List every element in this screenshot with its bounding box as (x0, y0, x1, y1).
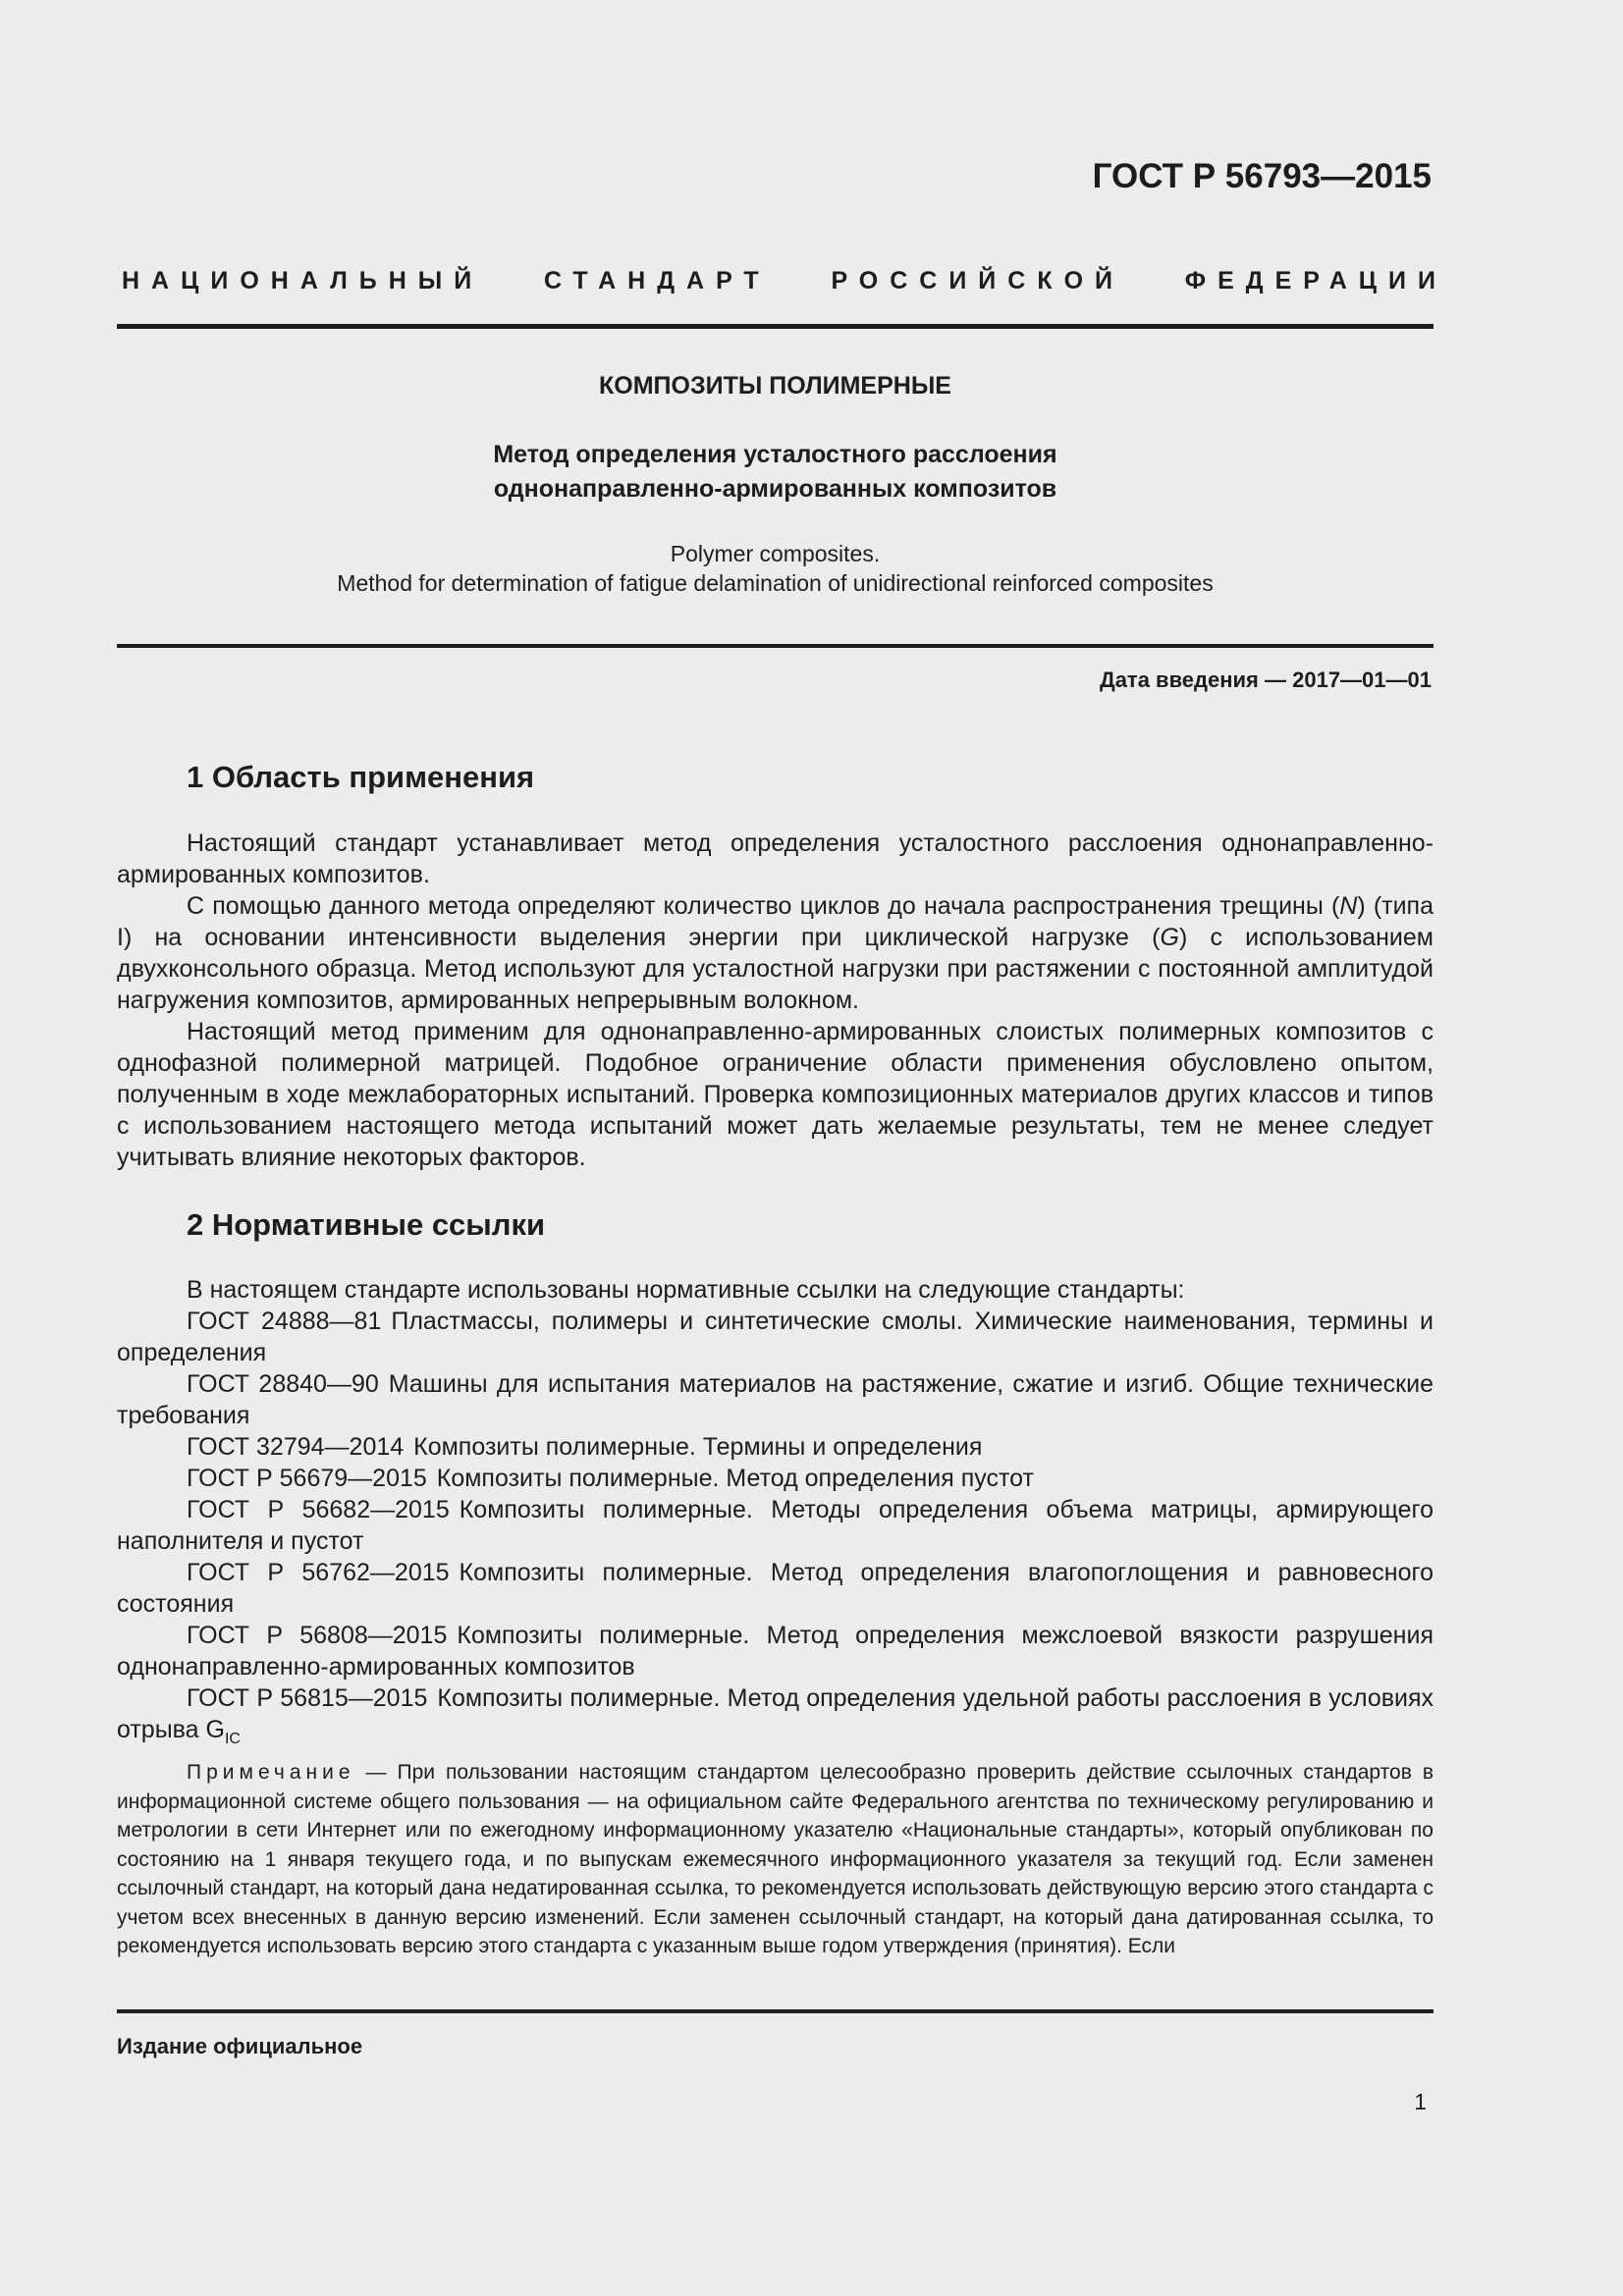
reference-title: Композиты полимерные. Метод определения пустот (436, 1465, 1034, 1492)
document-subtitle-line1: Метод определения усталостного расслоения (493, 441, 1057, 468)
reference-title: Композиты полимерные. Термины и определения (413, 1433, 983, 1461)
reference-item (117, 1431, 1434, 1463)
document-title: КОМПОЗИТЫ ПОЛИМЕРНЫЕ (599, 372, 951, 400)
scope-paragraph: Настоящий метод применим для однонаправленно-армированных слоистых полимерных композитов с однофазной полимерной матрицей. Подобное ограничение области применения обусловлено опытом, полученным в ходе межлабораторных испытаний. Проверка композиционных материалов других классов и типов с использованием настоящего метода испытаний может дать желаемые результаты, тем не менее следует учитывать влияние некоторых факторов. (117, 1018, 1434, 1171)
scope-section (117, 828, 1434, 1173)
national-standard-banner (122, 267, 1447, 295)
standard-code: ГОСТ Р 56793—2015 (1092, 157, 1432, 195)
english-title-line2: Method for determination of fatigue delamination of unidirectional reinforced composites (337, 570, 1214, 596)
references-section (117, 1274, 1434, 1755)
introduction-date: Дата введения — 2017—01—01 (1100, 667, 1432, 692)
reference-item (117, 1368, 1434, 1431)
text-run: С помощью данного метода определяют количество циклов до начала распространения трещины ( (187, 892, 1340, 920)
reference-code: ГОСТ Р 56682—2015 (187, 1496, 450, 1523)
reference-title: Композиты полимерные. Метод определения удельной работы расслоения в условиях отрыва G (117, 1684, 1434, 1743)
section-heading-references: 2 Нормативные ссылки (187, 1207, 546, 1242)
note-label: Примечание (187, 1761, 355, 1784)
top-divider (117, 324, 1434, 329)
text-run: ) (типа I) на основании интенсивности выделения энергии при циклической нагрузке ( (117, 892, 1434, 951)
reference-code: ГОСТ 24888—81 (187, 1308, 382, 1335)
bottom-divider (117, 2009, 1434, 2013)
reference-code: ГОСТ Р 56808—2015 (187, 1622, 448, 1649)
reference-title: Машины для испытания материалов на растяжение, сжатие и изгиб. Общие технические требования (117, 1370, 1434, 1429)
note-text: — При пользовании настоящим стандартом целесообразно проверить действие ссылочных стандартов в информационной системе общего пользования — на официальном сайте Федерального агентства по техническому регулированию и метрологии в сети Интернет или по ежегодному информационному указателю «Национальные стандарты», который опубликован по состоянию на 1 января текущего года, и по выпускам ежемесячного информационного указателя за текущий год. Если заменен ссылочный стандарт, на который дана недатированная ссылка, то рекомендуется использовать действующую версию этого стандарта с учетом всех внесенных в данную версию изменений. Если заменен ссылочный стандарт, на который дана датированная ссылка, то рекомендуется использовать версию этого стандарта с указанным выше годом утверждения (принятия). Если (117, 1761, 1434, 1957)
reference-item (117, 1620, 1434, 1682)
reference-item (117, 1306, 1434, 1368)
banner-word: ФЕДЕРАЦИИ (1184, 267, 1447, 294)
page-number: 1 (1414, 2089, 1427, 2114)
references-intro: В настоящем стандарте использованы нормативные ссылки на следующие стандарты: (187, 1276, 1185, 1304)
variable-g: G (1160, 924, 1179, 951)
reference-title: Композиты полимерные. Метод определения межслоевой вязкости разрушения однонаправленно-армированных композитов (117, 1622, 1434, 1681)
text-run: ) с использованием двухконсольного образца. Метод используют для усталостной нагрузки при растяжении с постоянной амплитудой нагружения композитов, армированных непрерывным волокном. (117, 924, 1434, 1014)
reference-item (117, 1494, 1434, 1557)
reference-title: Композиты полимерные. Метод определения влагопоглощения и равновесного состояния (117, 1559, 1434, 1618)
banner-word: СТАНДАРТ (543, 267, 771, 294)
reference-code: ГОСТ Р 56679—2015 (187, 1465, 427, 1492)
reference-title: Пластмассы, полимеры и синтетические смолы. Химические наименования, термины и определения (117, 1308, 1434, 1366)
official-edition-label: Издание официальное (117, 2034, 363, 2058)
reference-code: ГОСТ Р 56762—2015 (187, 1559, 450, 1586)
english-title-line1: Polymer composites. (670, 541, 881, 566)
banner-word: НАЦИОНАЛЬНЫЙ (122, 267, 484, 294)
variable-n: N (1339, 892, 1358, 920)
reference-title: Композиты полимерные. Методы определения объема матрицы, армирующего наполнителя и пустот (117, 1496, 1434, 1555)
reference-item (117, 1463, 1434, 1494)
title-divider (117, 644, 1434, 648)
reference-code: ГОСТ 32794—2014 (187, 1433, 405, 1461)
banner-word: РОССИЙСКОЙ (831, 267, 1125, 294)
reference-code: ГОСТ 28840—90 (187, 1370, 379, 1398)
reference-item (117, 1557, 1434, 1620)
subscript-ic: IC (224, 1731, 241, 1747)
reference-code: ГОСТ Р 56815—2015 (187, 1684, 428, 1712)
scope-paragraph (117, 890, 1434, 1016)
scope-paragraph: Настоящий стандарт устанавливает метод определения усталостного расслоения однонаправленно-армированных композитов. (117, 829, 1434, 888)
document-subtitle-line2: однонаправленно-армированных композитов (493, 475, 1057, 503)
references-note (117, 1758, 1434, 1961)
section-heading-scope: 1 Область применения (187, 760, 535, 794)
reference-item (117, 1682, 1434, 1755)
